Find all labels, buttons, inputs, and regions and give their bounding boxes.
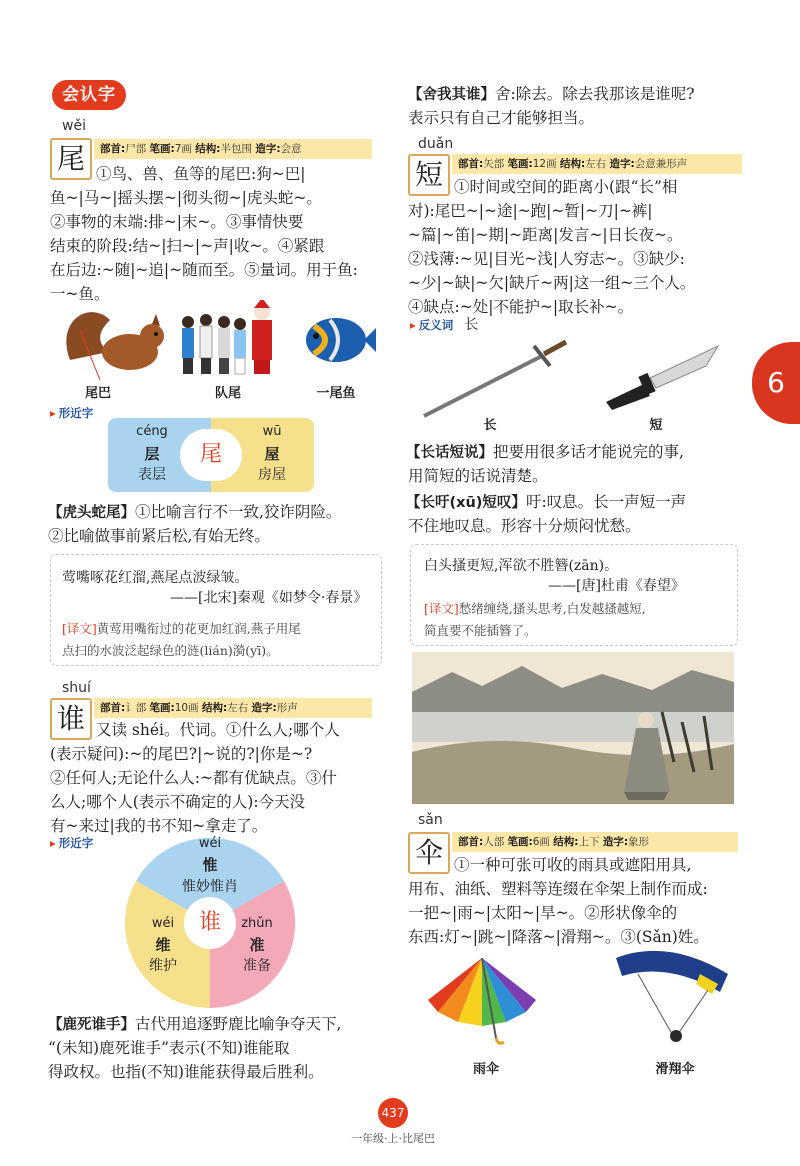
entry-meta [452, 154, 742, 174]
similar-character: 维 [155, 936, 171, 954]
chapter-tab: 6 [752, 342, 800, 424]
similar-pinyin: wéi [198, 836, 222, 851]
meta-value: 矢部 [483, 158, 505, 170]
meta-key: 笔画: [149, 702, 175, 714]
idiom-text: 用简短的话说清楚。 [408, 467, 548, 485]
entry-character: 谁 [50, 698, 92, 740]
similar-word: 准备 [243, 958, 271, 974]
meta-value: 会意兼形声 [634, 158, 688, 170]
idiom-name: 【鹿死谁手】 [48, 1017, 135, 1033]
similar-character: 屋 [264, 445, 280, 463]
definition-line: ①时间或空间的距离小(跟“长”相 [454, 178, 678, 196]
similar-word: 维护 [149, 958, 177, 974]
definition-line: 一把~|雨~|太阳~|旱~。②形状像伞的 [408, 904, 678, 922]
similar-character: 准 [249, 936, 265, 954]
meta-value: 10画 [174, 702, 199, 714]
similar-chars-label: ▸ 形近字 [50, 835, 93, 851]
similar-word: 表层 [138, 467, 166, 483]
antonym-value: 长 [464, 317, 479, 333]
poem-source: ——[北宋]秦观《如梦令·春景》 [170, 590, 368, 606]
fish-illustration [296, 308, 376, 370]
meta-value: 左右 [227, 702, 249, 714]
image-caption: 一尾鱼 [316, 386, 356, 401]
antonym-row [410, 314, 478, 334]
meta-key: 部首: [458, 836, 484, 848]
meta-key: 部首: [100, 143, 126, 155]
poem-line: 莺嘴啄花红溜,燕尾点波绿皱。 [62, 570, 249, 586]
similar-character: 惟 [202, 856, 218, 874]
meta-key: 部首: [100, 702, 126, 714]
queue-illustration [178, 300, 278, 378]
image-caption: 尾巴 [84, 386, 111, 401]
definition-line: 么人;哪个人(表示不确定的人):今天没 [50, 793, 306, 811]
poem-source: ——[唐]杜甫《春望》 [548, 578, 685, 594]
meta-key: 部首: [458, 158, 484, 170]
idiom-text: 吁:叹息。长一声短一声 [525, 493, 687, 511]
translation-line: 简直要不能插簪了。 [424, 623, 537, 638]
definition-line: ①一种可张可收的雨具或遮阳用具, [454, 856, 692, 874]
image-caption: 队尾 [214, 386, 241, 401]
idiom-text: 不住地叹息。形容十分烦闷忧愁。 [408, 517, 641, 535]
entry-meta [452, 832, 738, 852]
idiom-text: 表示只有自己才能够担当。 [408, 109, 595, 127]
definition-line: 结束的阶段:结~|扫~|~声|收~。④紧跟 [50, 237, 325, 255]
meta-key: 结构: [195, 143, 221, 155]
similar-pinyin: zhǔn [241, 916, 273, 931]
meta-value: 讠部 [125, 702, 147, 714]
idiom-text: 古代用追逐野鹿比喻争夺天下, [135, 1015, 342, 1033]
center-character: 谁 [198, 910, 221, 935]
antonym-label: ▸ 反义词 [410, 318, 453, 332]
definition-line: 对):尾巴~|~途|~跑|~暂|~刀|~裤| [408, 202, 653, 220]
definition-line: ④缺点:~处|不能护~|取长补~。 [408, 298, 634, 316]
translation-text: 黄莺用嘴衔过的花更加红润,燕子用尾 [96, 621, 301, 636]
knife-illustration [600, 340, 730, 410]
similar-chars-box [108, 418, 314, 492]
entry-pinyin: sǎn [418, 812, 443, 828]
similar-pinyin: wū [262, 424, 282, 439]
meta-value: 形声 [276, 702, 298, 714]
center-character: 尾 [199, 442, 222, 467]
sword-illustration [418, 338, 578, 420]
translation-line: 点扫的水波泛起绿色的涟(lián)漪(yī)。 [62, 643, 279, 658]
entry-character: 短 [408, 154, 450, 196]
definition-line: 有~来过|我的书不知~拿走了。 [50, 817, 268, 835]
idiom-entry [48, 1012, 341, 1037]
meta-key: 笔画: [507, 836, 533, 848]
definition-line: ~篇|~笛|~期|~距离|发言~|日长夜~。 [408, 226, 683, 244]
umbrella-illustration [418, 950, 546, 1050]
meta-value: 半包围 [220, 143, 252, 155]
definition-line: ②事物的末端:排~|末~。③事情快要 [50, 213, 304, 231]
idiom-entry [408, 82, 695, 107]
translation-tag: [译文] [424, 601, 459, 616]
similar-pinyin: wéi [151, 916, 175, 931]
meta-key: 造字: [602, 836, 629, 848]
idiom-name: 【虎头蛇尾】 [48, 505, 135, 521]
meta-key: 造字: [609, 158, 635, 170]
meta-value: 12画 [532, 158, 557, 170]
page-number: 437 [378, 1098, 408, 1128]
idiom-name: 【舍我其谁】 [408, 87, 495, 103]
definition-line: ②浅薄:~见|目光~浅|人穷志~。③缺少: [408, 250, 685, 268]
similar-word: 房屋 [258, 467, 286, 483]
paraglider-illustration [608, 944, 738, 1048]
entry-pinyin: duǎn [418, 136, 454, 152]
idiom-name: 【长话短说】 [406, 445, 493, 461]
definition-line: 用布、油纸、塑料等连缀在伞架上制作而成: [408, 880, 708, 898]
entry-meta [94, 698, 372, 718]
entry-character: 伞 [408, 832, 450, 874]
section-badge: 会认字 [52, 80, 126, 110]
meta-value: 尸部 [125, 143, 147, 155]
meta-key: 结构: [553, 836, 579, 848]
definition-line: (表示疑问):~的尾巴?|~说的?|你是~? [50, 745, 313, 763]
definition-line: 在后边:~随|~追|~随而至。⑤量词。用于鱼: [50, 261, 358, 279]
landscape-painting [412, 652, 734, 804]
meta-value: 左右 [585, 158, 607, 170]
definition-line: 一~鱼。 [50, 285, 110, 303]
idiom-text: “(未知)鹿死谁手”表示(不知)谁能取 [48, 1039, 290, 1057]
similar-word: 惟妙惟肖 [182, 879, 238, 895]
definition-line: 又读 shéi。代词。①什么人;哪个人 [96, 721, 340, 739]
similar-chars-label: ▸ 形近字 [50, 405, 93, 421]
meta-key: 结构: [201, 702, 228, 714]
meta-key: 笔画: [507, 158, 533, 170]
idiom-text: 把要用很多话才能说完的事, [493, 443, 684, 461]
idiom-entry [406, 440, 684, 465]
definition-line: ~少|~缺|~欠|缺斤~两|这一组~三个人。 [408, 274, 696, 292]
entry-character: 尾 [50, 138, 92, 180]
image-caption: 滑翔伞 [655, 1062, 695, 1077]
idiom-entry [406, 490, 686, 515]
similar-character: 层 [144, 445, 160, 463]
meta-key: 结构: [559, 158, 586, 170]
translation-line [62, 618, 301, 640]
meta-value: 象形 [628, 836, 650, 848]
entry-meta [94, 139, 372, 159]
page-footer: 一年级·上·比尾巴 [351, 1132, 435, 1145]
idiom-name: 【长吁(xū)短叹】 [406, 495, 526, 511]
meta-value: 会意 [280, 143, 302, 155]
idiom-text: 得政权。也指(不知)谁能获得最后胜利。 [48, 1063, 324, 1081]
idiom-text: 舍:除去。除去我那该是谁呢? [495, 85, 695, 103]
similar-pinyin: céng [136, 424, 168, 439]
image-caption: 长 [483, 418, 497, 433]
definition-line: 东西:灯~|跳~|降落~|滑翔~。③(Sǎn)姓。 [408, 928, 709, 946]
definition-line: ②任何人;无论什么人:~都有优缺点。③什 [50, 769, 337, 787]
idiom-text: ②比喻做事前紧后松,有始无终。 [48, 527, 270, 545]
idiom-entry [48, 500, 341, 525]
entry-pinyin: wěi [62, 118, 86, 134]
meta-value: 6画 [532, 836, 550, 848]
translation-text: 愁绪缠绕,搔头思考,白发越搔越短, [458, 601, 646, 616]
image-caption: 雨伞 [472, 1062, 499, 1077]
poem-line: 白头搔更短,浑欲不胜簪(zān)。 [424, 558, 619, 574]
meta-value: 上下 [578, 836, 600, 848]
meta-value: 人部 [483, 836, 505, 848]
translation-tag: [译文] [62, 621, 97, 636]
squirrel-illustration [60, 300, 170, 380]
meta-key: 笔画: [149, 143, 175, 155]
translation-line [424, 598, 646, 620]
entry-pinyin: shuí [62, 680, 91, 696]
definition-line: 鱼~|马~|摇头摆~|彻头彻~|虎头蛇~。 [50, 189, 322, 207]
definition-line: ①鸟、兽、鱼等的尾巴:狗~巴| [96, 165, 306, 183]
meta-value: 7画 [174, 143, 192, 155]
meta-key: 造字: [251, 702, 277, 714]
image-caption: 短 [649, 418, 663, 433]
meta-key: 造字: [255, 143, 281, 155]
idiom-text: ①比喻言行不一致,狡诈阴险。 [135, 503, 342, 521]
